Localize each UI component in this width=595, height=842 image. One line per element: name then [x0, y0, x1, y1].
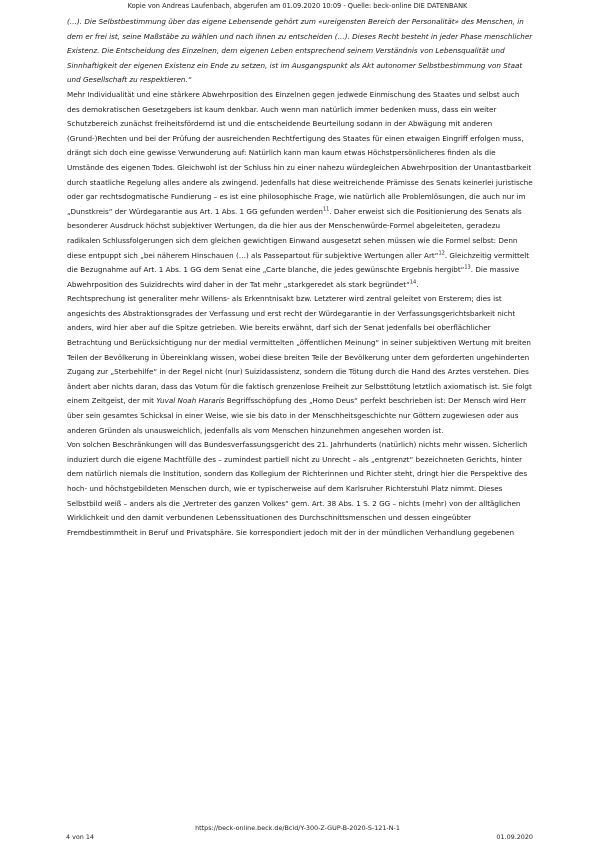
- text-run: Mehr Individualität und eine stärkere Abwehrposition des Einzelnen gegen jedwede Einmischung des Staates und selbst auch des demokratischen Gesetzgebers ist kaum denkbar. Auch wenn man natürlich immer bedenken muss, dass ein weiter Schutzbereich zunächst freiheitsfördernd ist und die entscheidende Beurteilung sodann in der Abwägung mit anderen (Grund-)Rechten und bei der Prüfung der ausreichenden Rechtfertigung des Staates für einen etwaigen Eingriff erfolgen muss, drängt sich doch eine gewisse Verwunderung auf: Natürlich kann man kaum etwas Höchstpersönlicheres finden als die Umstände des eigenen Todes. Gleichwohl ist der Schluss hin zu einer nahezu würdegleichen Abwehrposition der Unantastbarkeit durch staatliche Regelung alles andere als zwingend. Jedenfalls hat diese weitreichende Prämisse des Senats keinerlei juristische oder gar rechtsdogmatische Fundierung – es ist eine philosophische Frage, wie natürlich alle Problemlösungen, die auch nur im „Dunstkreis“ der Würdegarantie aus Art. 1 Abs. 1 GG gefunden werden: [67, 89, 533, 216]
- footnote-reference[interactable]: 14: [409, 279, 417, 286]
- footer-source-url[interactable]: https://beck-online.beck.de/Bcid/Y-300-Z-GUP-B-2020-S-121-N-1: [195, 824, 400, 832]
- text-run: . Daher erweist sich die Positionierung des Senats als besonderer Ausdruck höchst subjektiver Wertungen, da die hier aus der Menschenwürde-Formel abgeleiteten, geradezu radikalen Schlussfolgerungen sich dem gleichen gewichtigen Einwand ausgesetzt sehen müssen wie die Formel selbst: Denn diese entpuppt sich „bei näherem Hinschauen (…) als Passepartout für subjektive Wertungen aller Art“: [67, 206, 522, 260]
- footnote-reference[interactable]: 13: [464, 264, 471, 271]
- body-paragraph: [67, 292, 533, 438]
- italic-name: Yuval Noah Hararis: [156, 396, 225, 406]
- footnote-reference[interactable]: 11: [322, 206, 330, 213]
- text-run: Von solchen Beschränkungen will das Bundesverfassungsgericht des 21. Jahrhunderts (natürlich) nichts mehr wissen. Sicherlich induziert durch die eigene Machtfülle des – zumindest partiell nicht zu Unrecht – als „entgrenzt“ bezeichneten Gerichts, hinter dem natürlich niemals die Institution, sondern das Kollegium der Richterinnen und Richter steht, dringt hier die Perspektive des hoch- und höchstgebildeten Menschen durch, wie er typischerweise auf dem Karlsruher Richterstuhl Platz nimmt. Dieses Selbstbild weiß – anders als die „Vertreter des ganzen Volkes“ gem. Art. 38 Abs. 1 S. 2 GG – nichts (mehr) von der alltäglichen Wirklichkeit und den damit verbundenen Lebenssituationen des Durchschnittsmenschen und dessen eingeübter Fremdbestimmtheit in Beruf und Privatsphäre. Sie korrespondiert jedoch mit der in der mündlichen Verhandlung gegebenen: [67, 440, 528, 537]
- text-run: Rechtsprechung ist generaliter mehr Willens- als Erkenntnisakt bzw. Letzterer wird zentral geleitet von Ersterem; dies ist angesichts des Abstraktionsgrades der Verfassung und erst recht der Würdegarantie in der Verfassungsgerichtsbarkeit nicht anders, wird hier aber auf die Spitze getrieben. Wie bereits erwähnt, darf sich der Senat jedenfalls bei oberflächlicher Betrachtung und Berücksichtigung nur der medial vermittelten „öffentlichen Meinung“ in seiner subjektiven Wertung mit breiten Teilen der Bevölkerung in Übereinklang wissen, wobei diese breiten Teile der Bevölkerung unter dem geforderten ungehinderten Zugang zur „Sterbehilfe“ in der Regel nicht (nur) Suizidassistenz, sondern die Tötung durch die Hand des Arztes verstehen. Dies ändert aber nichts daran, dass das Votum für die faktisch grenzenlose Freiheit zur Selbsttötung letztlich axiomatisch ist. Sie folgt einem Zeitgeist, der mit: [67, 294, 532, 406]
- footer-page-number: 4 von 14: [66, 833, 95, 841]
- quote-paragraph: [67, 15, 533, 88]
- footer-date: 01.09.2020: [496, 833, 533, 841]
- body-paragraph: [67, 438, 533, 540]
- document-body: [67, 15, 533, 540]
- body-paragraph: [67, 88, 533, 292]
- text-run: . Gleichzeitig vermittelt die Bezugnahme auf Art. 1 Abs. 1 GG dem Senat eine „Carte blanche, die jedes gewünschte Ergebnis hergibt“: [67, 250, 530, 275]
- text-run: (…). Die Selbstbestimmung über das eigene Lebensende gehört zum «ureigensten Bereich der Personalität» des Menschen, in dem er frei ist, seine Maßstäbe zu wählen und nach ihnen zu entscheiden (…). Dieses Recht besteht in jeder Phase menschlicher Existenz. Die Entscheidung des Einzelnen, dem eigenen Leben entsprechend seinem Verständnis von Lebensqualität und Sinnhaftigkeit der eigenen Existenz ein Ende zu setzen, ist im Ausgangspunkt als Akt autonomer Selbstbestimmung von Staat und Gesellschaft zu respektieren.“: [67, 17, 533, 85]
- page-header: Kopie von Andreas Laufenbach, abgerufen am 01.09.2020 10:09 - Quelle: beck-online DIE DATENBANK: [127, 2, 468, 10]
- text-run: .: [416, 279, 419, 289]
- footnote-reference[interactable]: 12: [438, 250, 445, 257]
- text-run: . Die massive Abwehrposition des Suizidrechts wird daher in der Tat mehr „starkgeredet als stark begründet“: [67, 265, 520, 289]
- text-run: Begriffsschöpfung des „Homo Deus“ perfekt beschrieben ist: Der Mensch wird Herr über sein gesamtes Schicksal in einer Weise, wie sie bis dato in der Menschheitsgeschichte nur Göttern zugewiesen oder aus anderen Gründen als unausweichlich, jedenfalls als vom Menschen hinzunehmen angesehen worden ist.: [67, 396, 527, 435]
